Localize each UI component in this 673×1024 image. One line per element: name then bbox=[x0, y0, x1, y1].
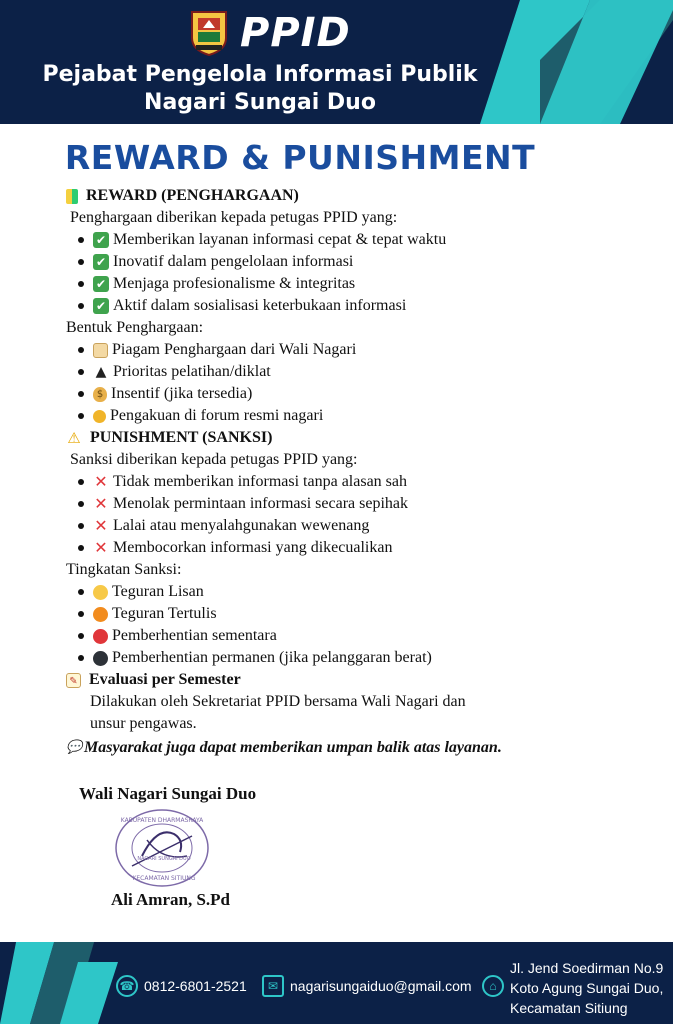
black-circle-icon bbox=[93, 651, 108, 666]
scroll-icon bbox=[93, 343, 108, 358]
money-bag-icon: $ bbox=[93, 387, 107, 402]
cross-icon: ✕ bbox=[94, 516, 108, 535]
address-line1: Jl. Jend Soedirman No.9 bbox=[510, 960, 664, 976]
list-item: Pemberhentian sementara bbox=[66, 625, 646, 647]
punishment-intro: Sanksi diberikan kepada petugas PPID yang: bbox=[70, 451, 358, 468]
reward-heading: REWARD (PENGHARGAAN) bbox=[66, 185, 646, 207]
list-item: ✔ Inovatif dalam pengelolaan informasi bbox=[66, 251, 646, 273]
cross-icon: ✕ bbox=[94, 494, 108, 513]
official-stamp bbox=[112, 806, 212, 890]
evaluation-line1: Dilakukan oleh Sekretariat PPID bersama Wali Nagari dan bbox=[90, 693, 466, 710]
check-icon: ✔ bbox=[93, 254, 109, 270]
evaluation-heading: ✎ Evaluasi per Semester bbox=[66, 669, 646, 691]
address-line2: Koto Agung Sungai Duo, bbox=[510, 980, 664, 996]
phone-icon: ☎ bbox=[116, 975, 138, 997]
list-item: ✕ Menolak permintaan informasi secara sepihak bbox=[66, 493, 646, 515]
punishment-levels-label: Tingkatan Sanksi: bbox=[66, 561, 182, 578]
medal-icon bbox=[93, 410, 106, 423]
reward-intro: Penghargaan diberikan kepada petugas PPID yang: bbox=[70, 209, 398, 226]
list-item: Teguran Lisan bbox=[66, 581, 646, 603]
address-line3: Kecamatan Sitiung bbox=[510, 1000, 628, 1016]
warning-icon: ⚠ bbox=[67, 429, 81, 448]
svg-text:KABUPATEN DHARMASRAYA: KABUPATEN DHARMASRAYA bbox=[120, 817, 204, 824]
svg-text:NAGARI SUNGAI DUO: NAGARI SUNGAI DUO bbox=[137, 856, 191, 862]
list-item: ✔ Memberikan layanan informasi cepat & tepat waktu bbox=[66, 229, 646, 251]
signature-title: Wali Nagari Sungai Duo bbox=[79, 784, 257, 803]
cross-icon: ✕ bbox=[94, 538, 108, 557]
list-item: $ Insentif (jika tersedia) bbox=[66, 383, 646, 405]
list-item: ✔ Aktif dalam sosialisasi keterbukaan informasi bbox=[66, 295, 646, 317]
list-item: ✕ Lalai atau menyalahgunakan wewenang bbox=[66, 515, 646, 537]
evaluation-line2: unsur pengawas. bbox=[90, 715, 197, 732]
home-icon: ⌂ bbox=[482, 975, 504, 997]
list-item: Pemberhentian permanen (jika pelanggaran berat) bbox=[66, 647, 646, 669]
logo-row bbox=[188, 10, 351, 56]
yellow-circle-icon bbox=[93, 585, 108, 600]
header-title-line1: Pejabat Pengelola Informasi Publik bbox=[42, 62, 478, 87]
email-text: nagarisungaiduo@gmail.com bbox=[290, 978, 472, 994]
content-body bbox=[66, 185, 646, 759]
footer-address bbox=[510, 958, 663, 1018]
header-title-line2: Nagari Sungai Duo bbox=[144, 90, 376, 115]
orange-circle-icon bbox=[93, 607, 108, 622]
signatory-name: Ali Amran, S.Pd bbox=[111, 890, 231, 909]
phone-text: 0812-6801-2521 bbox=[144, 978, 247, 994]
list-item: Piagam Penghargaan dari Wali Nagari bbox=[66, 339, 646, 361]
list-item: ✔ Menjaga profesionalisme & integritas bbox=[66, 273, 646, 295]
page-title: REWARD & PUNISHMENT bbox=[64, 138, 536, 177]
reward-forms-label: Bentuk Penghargaan: bbox=[66, 319, 204, 336]
memo-icon: ✎ bbox=[66, 673, 81, 688]
list-item: Teguran Tertulis bbox=[66, 603, 646, 625]
header-banner bbox=[0, 0, 673, 124]
red-circle-icon bbox=[93, 629, 108, 644]
feedback-note: 💬 Masyarakat juga dapat memberikan umpan balik atas layanan. bbox=[66, 739, 502, 756]
email-icon: ✉ bbox=[262, 975, 284, 997]
cross-icon: ✕ bbox=[94, 472, 108, 491]
graduation-cap-icon: ▲ bbox=[95, 364, 107, 380]
check-icon: ✔ bbox=[93, 232, 109, 248]
speech-bubble-icon: 💬 bbox=[66, 740, 83, 756]
list-item: ▲ Prioritas pelatihan/diklat bbox=[66, 361, 646, 383]
footer-email[interactable] bbox=[262, 975, 472, 997]
svg-text:KECAMATAN SITIUNG: KECAMATAN SITIUNG bbox=[132, 875, 196, 882]
list-item: ✕ Membocorkan informasi yang dikecualikan bbox=[66, 537, 646, 559]
list-item: Pengakuan di forum resmi nagari bbox=[66, 405, 646, 427]
footer-phone[interactable] bbox=[116, 975, 247, 997]
ppid-logo: PPID bbox=[240, 10, 351, 56]
check-icon: ✔ bbox=[93, 276, 109, 292]
footer-decoration bbox=[0, 942, 120, 1024]
list-item: ✕ Tidak memberikan informasi tanpa alasan sah bbox=[66, 471, 646, 493]
check-icon: ✔ bbox=[93, 298, 109, 314]
home-icon-wrap bbox=[482, 975, 510, 997]
punishment-heading: ⚠ PUNISHMENT (SANKSI) bbox=[67, 429, 273, 448]
beginner-icon bbox=[66, 189, 78, 204]
regency-crest-icon bbox=[188, 10, 230, 56]
